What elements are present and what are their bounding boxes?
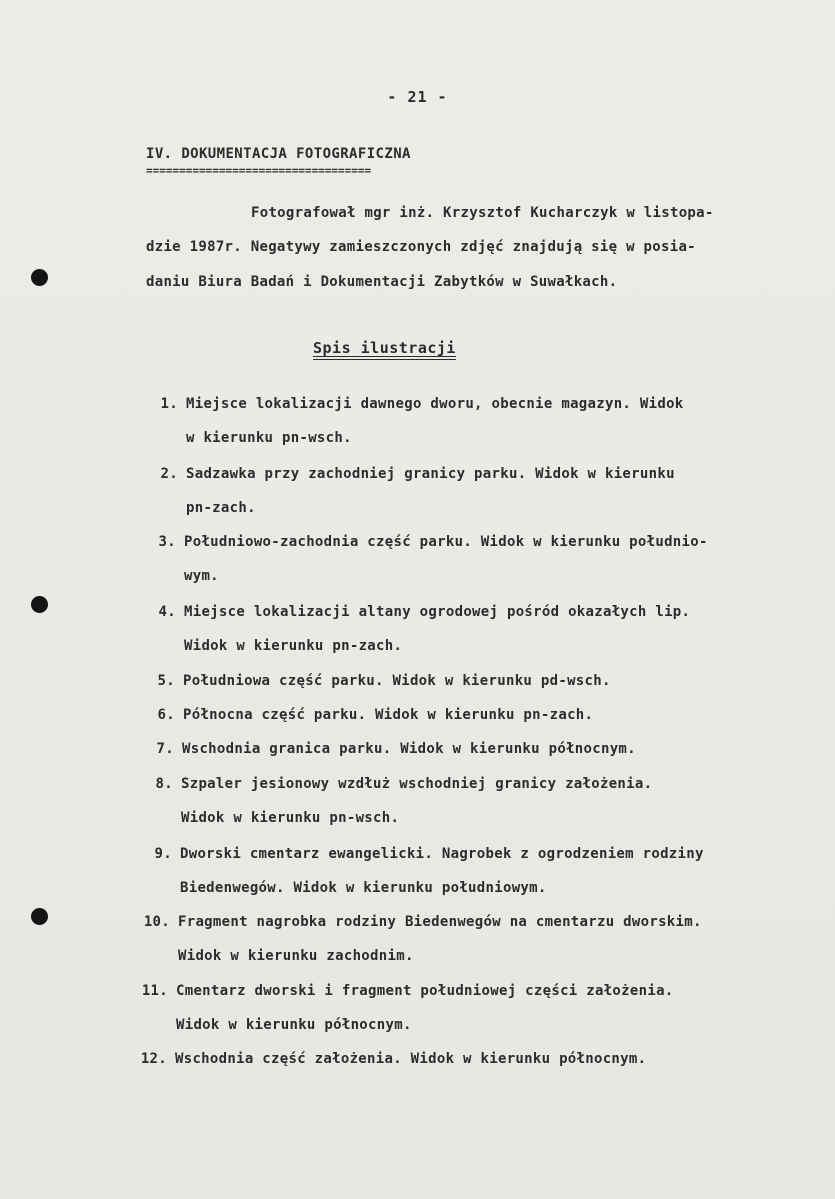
intro-line-1: Fotografował mgr inż. Krzysztof Kucharczyk w listopa-: [251, 205, 714, 221]
punch-hole-top: [31, 269, 48, 286]
illustration-caption-line: Wschodnia część założenia. Widok w kierunku północnym.: [175, 1051, 647, 1067]
illustration-caption-line: Miejsce lokalizacji dawnego dworu, obecnie magazyn. Widok: [186, 396, 684, 412]
illustration-caption-line: Widok w kierunku zachodnim.: [178, 948, 414, 964]
punch-hole-middle: [31, 596, 48, 613]
illustration-caption-line: Fragment nagrobka rodziny Biedenwegów na cmentarzu dworskim.: [178, 914, 702, 930]
illustration-caption-line: Południowo-zachodnia część parku. Widok w kierunku południo-: [184, 534, 708, 550]
illustration-number: 1.: [160, 396, 178, 412]
illustration-number: 2.: [160, 466, 178, 482]
illustration-number: 9.: [154, 846, 172, 862]
page-number: - 21 -: [387, 88, 448, 106]
punch-hole-bottom: [31, 908, 48, 925]
illustration-caption-line: pn-zach.: [186, 500, 256, 516]
illustration-caption-line: Wschodnia granica parku. Widok w kierunku północnym.: [182, 741, 636, 757]
illustration-number: 6.: [157, 707, 175, 723]
illustration-caption-line: Dworski cmentarz ewangelicki. Nagrobek z ogrodzeniem rodziny: [180, 846, 704, 862]
illustration-caption-line: Miejsce lokalizacji altany ogrodowej pośród okazałych lip.: [184, 604, 691, 620]
illustration-number: 8.: [155, 776, 173, 792]
section-title: IV. DOKUMENTACJA FOTOGRAFICZNA: [146, 146, 411, 162]
illustration-caption-line: w kierunku pn-wsch.: [186, 430, 352, 446]
intro-line-3: daniu Biura Badań i Dokumentacji Zabytków w Suwałkach.: [146, 274, 618, 290]
illustration-caption-line: Sadzawka przy zachodniej granicy parku. Widok w kierunku: [186, 466, 675, 482]
list-heading: Spis ilustracji: [313, 339, 456, 357]
illustration-caption-line: wym.: [184, 568, 219, 584]
section-title-underline: ==================================: [146, 167, 372, 175]
illustration-number: 3.: [158, 534, 176, 550]
illustration-number: 5.: [157, 673, 175, 689]
illustration-caption-line: Widok w kierunku pn-wsch.: [181, 810, 400, 826]
intro-line-2: dzie 1987r. Negatywy zamieszczonych zdjęć znajdują się w posia-: [146, 239, 696, 255]
illustration-number: 4.: [158, 604, 176, 620]
illustration-caption-line: Południowa część parku. Widok w kierunku pd-wsch.: [183, 673, 611, 689]
illustration-caption-line: Północna część parku. Widok w kierunku pn-zach.: [183, 707, 594, 723]
illustration-caption-line: Biedenwegów. Widok w kierunku południowym.: [180, 880, 547, 896]
illustration-caption-line: Widok w kierunku północnym.: [176, 1017, 412, 1033]
illustration-number: 7.: [156, 741, 174, 757]
illustration-caption-line: Widok w kierunku pn-zach.: [184, 638, 403, 654]
illustration-caption-line: Szpaler jesionowy wzdłuż wschodniej granicy założenia.: [181, 776, 653, 792]
illustration-number: 10.: [143, 914, 170, 930]
illustration-caption-line: Cmentarz dworski i fragment południowej części założenia.: [176, 983, 674, 999]
illustration-number: 12.: [140, 1051, 167, 1067]
illustration-number: 11.: [141, 983, 168, 999]
